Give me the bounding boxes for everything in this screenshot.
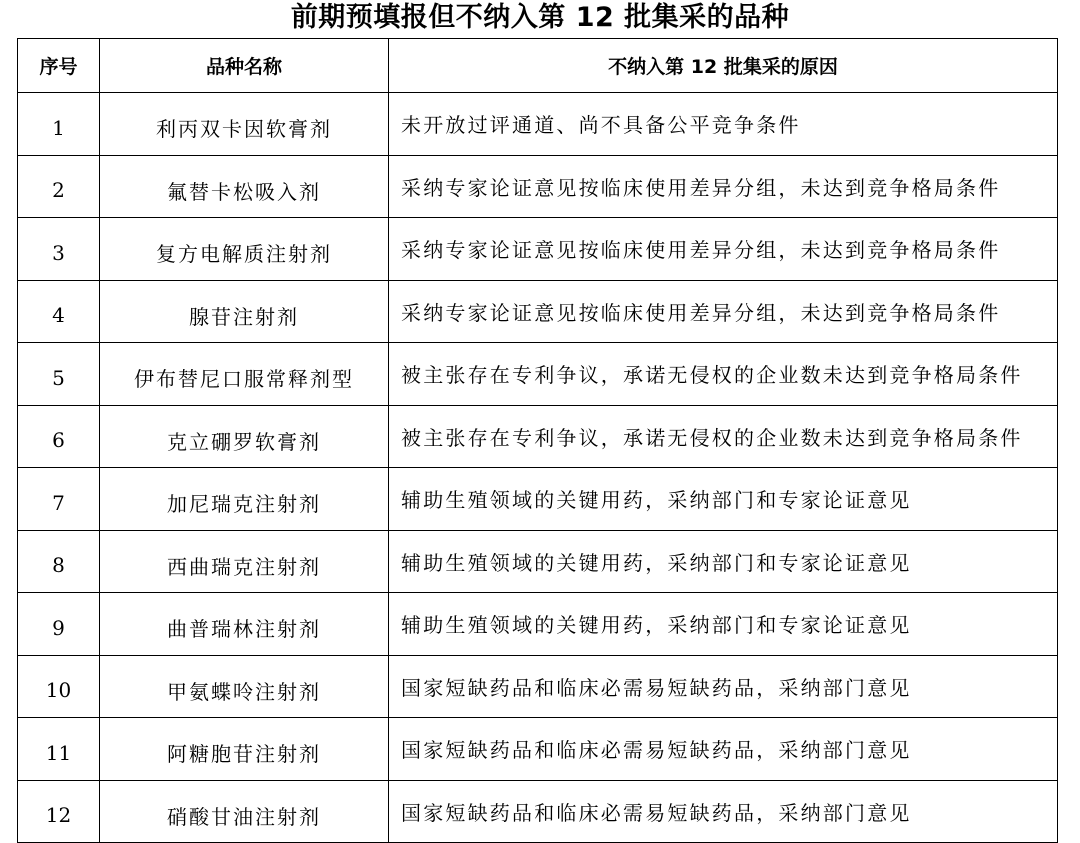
serial-number-cell: 12 — [18, 780, 100, 843]
exclusion-reason-cell: 国家短缺药品和临床必需易短缺药品，采纳部门意见 — [389, 780, 1058, 843]
variety-name-cell: 腺苷注射剂 — [100, 280, 389, 343]
exclusion-reason-cell: 采纳专家论证意见按临床使用差异分组，未达到竞争格局条件 — [389, 280, 1058, 343]
variety-name-cell: 西曲瑞克注射剂 — [100, 530, 389, 593]
table-row — [18, 468, 1058, 531]
table-row — [18, 655, 1058, 718]
exclusion-reason-cell: 辅助生殖领域的关键用药，采纳部门和专家论证意见 — [389, 593, 1058, 656]
variety-name-cell: 阿糖胞苷注射剂 — [100, 718, 389, 781]
serial-number-cell: 8 — [18, 530, 100, 593]
table-row — [18, 405, 1058, 468]
table-row — [18, 780, 1058, 843]
variety-name-cell: 利丙双卡因软膏剂 — [100, 93, 389, 156]
exclusion-reason-cell: 国家短缺药品和临床必需易短缺药品，采纳部门意见 — [389, 718, 1058, 781]
exclusion-reason-cell: 国家短缺药品和临床必需易短缺药品，采纳部门意见 — [389, 655, 1058, 718]
header-serial-number: 序号 — [18, 39, 100, 93]
variety-name-cell: 氟替卡松吸入剂 — [100, 155, 389, 218]
exclusion-reason-cell: 采纳专家论证意见按临床使用差异分组，未达到竞争格局条件 — [389, 155, 1058, 218]
serial-number-cell: 10 — [18, 655, 100, 718]
varieties-table — [17, 38, 1058, 843]
serial-number-cell: 11 — [18, 718, 100, 781]
exclusion-reason-cell: 辅助生殖领域的关键用药，采纳部门和专家论证意见 — [389, 468, 1058, 531]
table-row — [18, 718, 1058, 781]
table-row — [18, 530, 1058, 593]
table-row — [18, 218, 1058, 281]
serial-number-cell: 5 — [18, 343, 100, 406]
table-row — [18, 93, 1058, 156]
page-title: 前期预填报但不纳入第 12 批集采的品种 — [290, 2, 790, 33]
serial-number-cell: 1 — [18, 93, 100, 156]
variety-name-cell: 硝酸甘油注射剂 — [100, 780, 389, 843]
serial-number-cell: 4 — [18, 280, 100, 343]
header-variety-name: 品种名称 — [100, 39, 389, 93]
exclusion-reason-cell: 被主张存在专利争议，承诺无侵权的企业数未达到竞争格局条件 — [389, 405, 1058, 468]
table-header-row — [18, 39, 1058, 93]
exclusion-reason-cell: 辅助生殖领域的关键用药，采纳部门和专家论证意见 — [389, 530, 1058, 593]
table-row — [18, 343, 1058, 406]
exclusion-reason-cell: 未开放过评通道、尚不具备公平竞争条件 — [389, 93, 1058, 156]
serial-number-cell: 2 — [18, 155, 100, 218]
variety-name-cell: 复方电解质注射剂 — [100, 218, 389, 281]
header-exclusion-reason: 不纳入第 12 批集采的原因 — [389, 39, 1058, 93]
exclusion-reason-cell: 被主张存在专利争议，承诺无侵权的企业数未达到竞争格局条件 — [389, 343, 1058, 406]
variety-name-cell: 伊布替尼口服常释剂型 — [100, 343, 389, 406]
variety-name-cell: 加尼瑞克注射剂 — [100, 468, 389, 531]
serial-number-cell: 7 — [18, 468, 100, 531]
table-row — [18, 593, 1058, 656]
serial-number-cell: 6 — [18, 405, 100, 468]
serial-number-cell: 9 — [18, 593, 100, 656]
table-row — [18, 155, 1058, 218]
table-row — [18, 280, 1058, 343]
variety-name-cell: 甲氨蝶呤注射剂 — [100, 655, 389, 718]
exclusion-reason-cell: 采纳专家论证意见按临床使用差异分组，未达到竞争格局条件 — [389, 218, 1058, 281]
variety-name-cell: 曲普瑞林注射剂 — [100, 593, 389, 656]
variety-name-cell: 克立硼罗软膏剂 — [100, 405, 389, 468]
serial-number-cell: 3 — [18, 218, 100, 281]
